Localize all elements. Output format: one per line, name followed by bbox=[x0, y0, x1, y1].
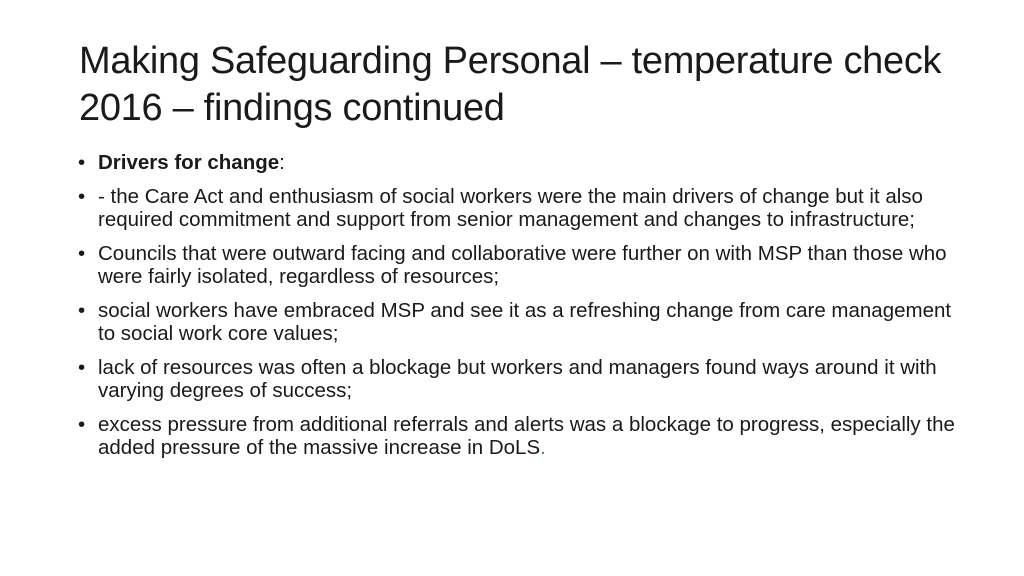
bullet-item-drivers bbox=[78, 151, 958, 174]
bullet-list bbox=[78, 151, 958, 470]
bullet-text: Councils that were outward facing and collaborative were further on with MSP than those who were fairly isolated, regardless of resources; bbox=[98, 242, 947, 288]
bullet-item-social-workers bbox=[78, 299, 958, 345]
bullet-text: - the Care Act and enthusiasm of social workers were the main drivers of change but it also required commitment and support from senior management and changes to infrastructure; bbox=[98, 185, 923, 231]
bullet-text: lack of resources was often a blockage but workers and managers found ways around it with varying degrees of success; bbox=[98, 356, 937, 402]
bullet-text: social workers have embraced MSP and see it as a refreshing change from care management to social work core values; bbox=[98, 299, 952, 345]
bullet-item-councils bbox=[78, 242, 958, 288]
bullet-icon: • bbox=[78, 356, 86, 379]
bullet-icon: • bbox=[78, 151, 86, 174]
slide-title: Making Safeguarding Personal – temperature check 2016 – findings continued bbox=[79, 40, 942, 129]
bullet-icon: • bbox=[78, 242, 86, 265]
bullet-text: : bbox=[279, 151, 285, 174]
bullet-icon: • bbox=[78, 299, 86, 322]
bullet-icon: • bbox=[78, 185, 86, 208]
bullet-lead-text: Drivers for change bbox=[98, 151, 280, 174]
bullet-item-pressure bbox=[78, 413, 958, 459]
bullet-text: excess pressure from additional referrals and alerts was a blockage to progress, especially the added pressure of the massive increase in DoLS bbox=[98, 413, 955, 459]
bullet-item-care-act bbox=[78, 185, 958, 231]
bullet-trailing-period: . bbox=[540, 436, 546, 459]
bullet-icon: • bbox=[78, 413, 86, 436]
bullet-item-resources bbox=[78, 356, 958, 402]
